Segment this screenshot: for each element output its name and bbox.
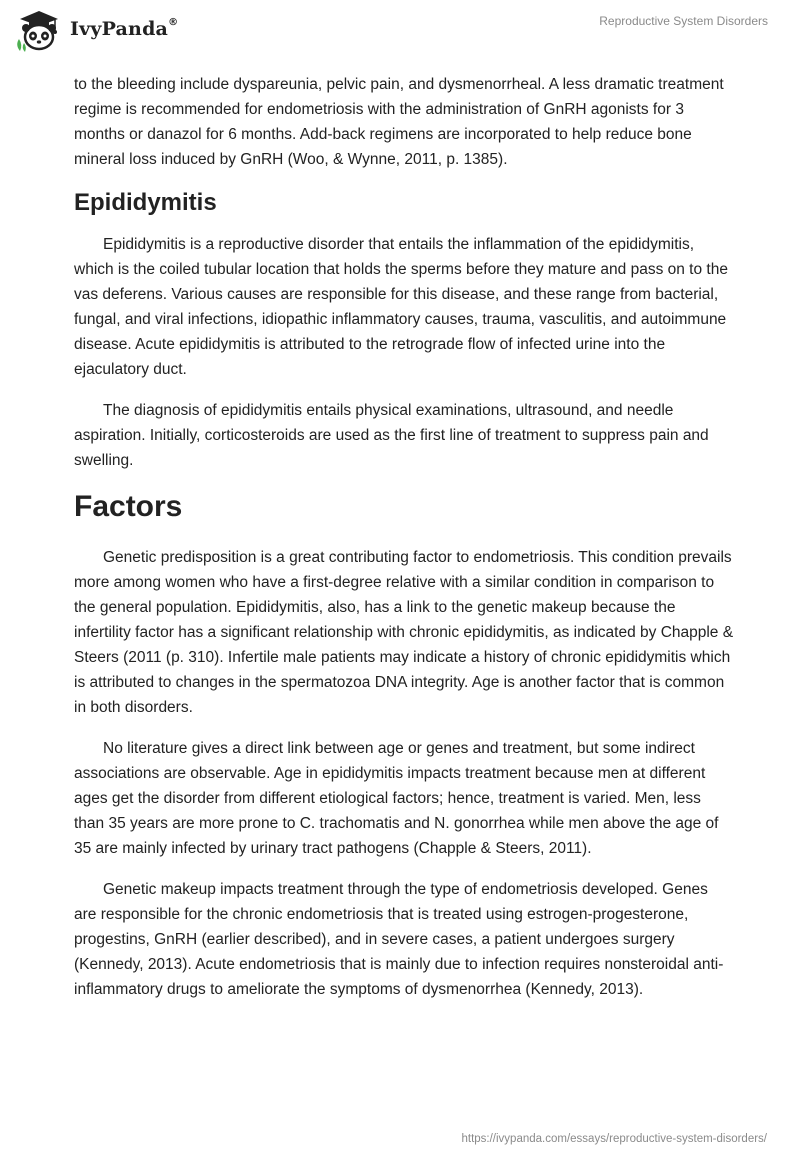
- brand-name: IvyPanda®: [70, 16, 179, 40]
- document-title: Reproductive System Disorders: [599, 14, 768, 28]
- paragraph-endometriosis-treatment: to the bleeding include dyspareunia, pelvic pain, and dysmenorrheal. A less dramatic treatment regime is recommended for endometriosis with the administration of GnRH agonists for 3 months or danazol for 6 months. Add-back regimens are incorporated to help reduce bone mineral loss induced by GnRH (Woo, & Wynne, 2011, p. 1385).: [74, 76, 724, 168]
- heading-epididymitis: Epididymitis: [74, 189, 217, 216]
- panda-mascot-icon: [14, 9, 64, 53]
- heading-factors: Factors: [74, 490, 183, 523]
- paragraph-epididymitis-diagnosis: The diagnosis of epididymitis entails physical examinations, ultrasound, and needle aspiration. Initially, corticosteroids are used as the first line of treatment to suppress pain and swelling.: [74, 402, 709, 469]
- paragraph-genetic-treatment: Genetic makeup impacts treatment through the type of endometriosis developed. Genes are responsible for the chronic endometriosis that is treated using estrogen-progesterone, progestins, GnRH (earlier described), and in severe cases, a patient undergoes surgery (Kennedy, 2013). Acute endometriosis that is mainly due to infection requires nonsteroidal anti-inflammatory drugs to ameliorate the symptoms of dysmenorrhea (Kennedy, 2013).: [74, 881, 724, 998]
- page-header: [0, 0, 800, 70]
- footer-source-url[interactable]: https://ivypanda.com/essays/reproductive-system-disorders/: [461, 1133, 767, 1145]
- essay-body: [74, 72, 734, 1018]
- paragraph-age-and-genes: No literature gives a direct link between age or genes and treatment, but some indirect associations are observable. Age in epididymitis impacts treatment because men at different ages get the disorder from different etiological factors; hence, treatment is varied. Men, less than 35 years are more prone to C. trachomatis and N. gonorrhea while men above the age of 35 are mainly infected by urinary tract pathogens (Chapple & Steers, 2011).: [74, 740, 719, 857]
- paragraph-epididymitis-definition: Epididymitis is a reproductive disorder that entails the inflammation of the epididymitis, which is the coiled tubular location that holds the sperms before they mature and pass on to the vas deferens. Various causes are responsible for this disease, and these range from bacterial, fungal, and viral infections, idiopathic inflammatory causes, trauma, vasculitis, and autoimmune disease. Acute epididymitis is attributed to the retrograde flow of infected urine into the ejaculatory duct.: [74, 236, 728, 378]
- brand-logo[interactable]: [14, 9, 178, 53]
- paragraph-genetic-predisposition: Genetic predisposition is a great contributing factor to endometriosis. This condition prevails more among women who have a first-degree relative with a similar condition in comparison to the general population. Epididymitis, also, has a link to the genetic makeup because the infertility factor has a significant relationship with chronic epididymitis, as indicated by Chapple & Steers (2011 (p. 310). Infertile male patients may indicate a history of chronic epididymitis which is attributed to changes in the spermatozoa DNA integrity. Age is another factor that is common in both disorders.: [74, 549, 734, 716]
